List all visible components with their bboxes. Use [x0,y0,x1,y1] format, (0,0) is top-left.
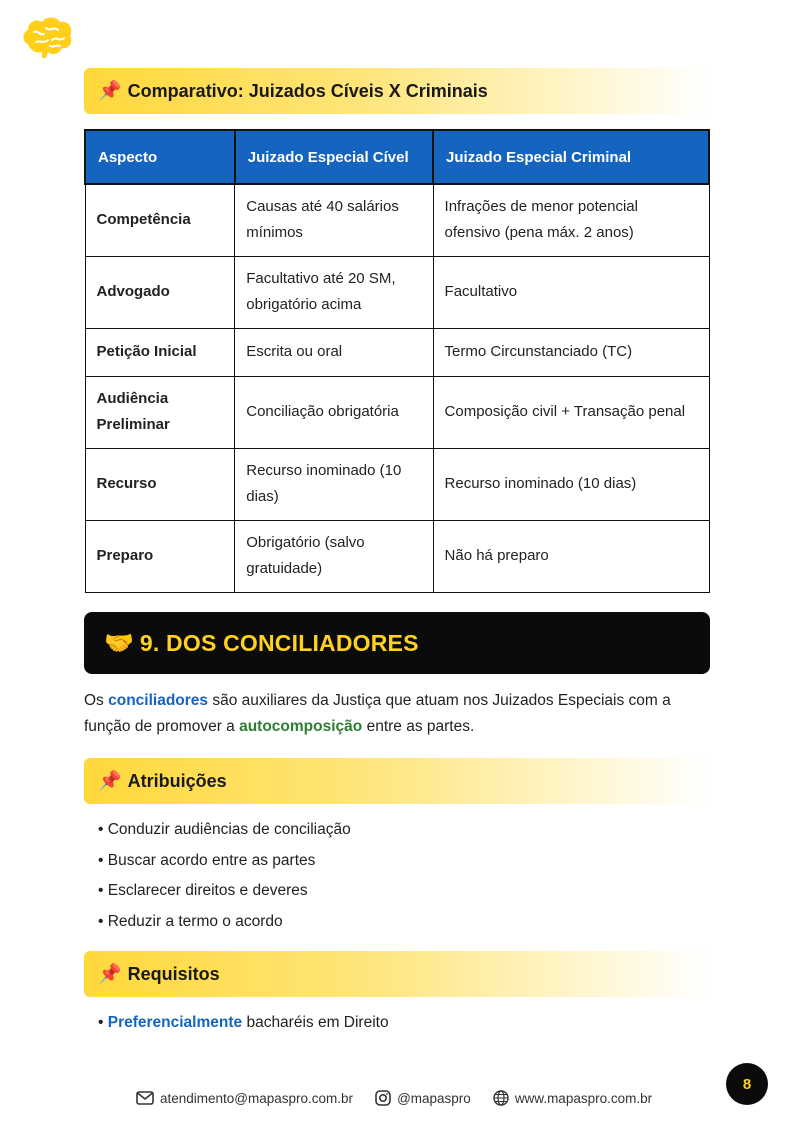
cell-civel: Escrita ou oral [235,328,433,376]
bullet: • [98,1014,108,1031]
footer-instagram[interactable] [375,1090,471,1106]
table-row [85,520,709,592]
mail-icon [136,1091,154,1105]
pushpin-icon: 📌 [98,80,122,102]
comparativo-title: Comparativo: Juizados Cíveis X Criminais [127,80,488,101]
conciliadores-intro [84,688,710,740]
table-row [85,376,709,448]
requisitos-title: Requisitos [127,963,220,984]
table-header-row [85,130,709,184]
brain-logo-icon [20,14,74,60]
cell-aspecto: Petição Inicial [85,328,235,376]
list-item: • Buscar acordo entre as partes [98,851,316,869]
table-row [85,256,709,328]
term-conciliadores: conciliadores [108,692,209,709]
pushpin-icon: 📌 [98,963,122,985]
cell-civel: Obrigatório (salvo gratuidade) [235,520,433,592]
cell-civel: Causas até 40 salários mínimos [235,184,433,256]
cell-aspecto: Preparo [85,520,235,592]
requisitos-text: bacharéis em Direito [242,1014,389,1031]
list-item: • Reduzir a termo o acordo [98,913,283,931]
term-preferencialmente: Preferencialmente [107,1014,243,1031]
cell-civel: Facultativo até 20 SM, obrigatório acima [235,256,433,328]
instagram-icon [375,1090,391,1106]
cell-civel: Recurso inominado (10 dias) [235,448,433,520]
list-item: • Esclarecer direitos e deveres [98,882,308,900]
globe-icon [493,1090,509,1106]
table-row [85,448,709,520]
footer-email[interactable] [136,1091,353,1106]
intro-text: Os [84,692,109,709]
comparison-table [84,129,710,593]
section-9-banner [84,612,710,674]
list-item: • Conduzir audiências de conciliação [98,821,351,838]
term-autocomposicao: autocomposição [239,718,363,735]
header-aspecto: Aspecto [85,130,235,184]
email-text: atendimento@mapaspro.com.br [160,1090,354,1106]
cell-aspecto: Audiência Preliminar [85,376,235,448]
header-criminal: Juizado Especial Criminal [433,130,709,184]
cell-aspecto: Advogado [85,256,235,328]
cell-criminal: Termo Circunstanciado (TC) [433,328,709,376]
handshake-icon: 🤝 [104,629,134,657]
intro-text: são auxiliares da Justiça que atuam nos Juizados Especiais com a função de promover a [84,692,671,735]
cell-criminal: Facultativo [433,256,709,328]
pushpin-icon: 📌 [98,770,122,792]
page-number: 8 [726,1063,768,1105]
section-9-title: 9. DOS CONCILIADORES [139,629,419,656]
atribuicoes-title: Atribuições [127,770,227,791]
requisitos-item [98,1010,389,1036]
cell-aspecto: Competência [85,184,235,256]
footer-website[interactable] [493,1090,652,1106]
atribuicoes-header [84,758,710,804]
comparativo-header [84,68,710,114]
table-row [85,328,709,376]
table-row [85,184,709,256]
cell-criminal: Recurso inominado (10 dias) [433,448,709,520]
atribuicoes-list [98,816,351,939]
requisitos-header [84,951,710,997]
instagram-text: @mapaspro [397,1090,471,1106]
cell-civel: Conciliação obrigatória [235,376,433,448]
footer [136,1087,666,1109]
cell-criminal: Composição civil + Transação penal [433,376,709,448]
intro-text: entre as partes. [362,718,475,735]
website-text: www.mapaspro.com.br [514,1090,653,1106]
cell-criminal: Infrações de menor potencial ofensivo (pena máx. 2 anos) [433,184,709,256]
cell-aspecto: Recurso [85,448,235,520]
header-civel: Juizado Especial Cível [235,130,433,184]
cell-criminal: Não há preparo [433,520,709,592]
